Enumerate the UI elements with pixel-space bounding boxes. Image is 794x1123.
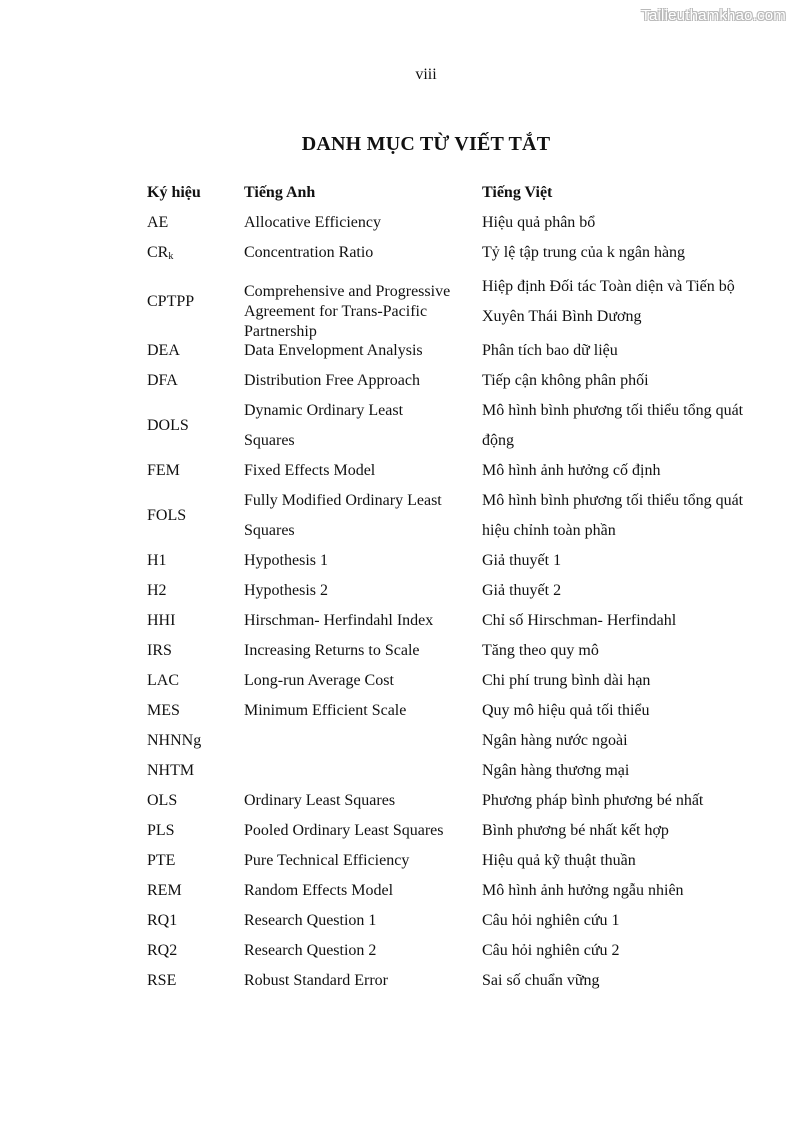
abbr-cell: DOLS bbox=[147, 417, 189, 434]
english-cell: Long-run Average Cost bbox=[244, 672, 394, 689]
abbr-cell: H1 bbox=[147, 552, 167, 569]
vietnamese-cell: Bình phương bé nhất kết hợp bbox=[482, 822, 669, 839]
abbr-cell: AE bbox=[147, 214, 169, 231]
abbr-cell: DEA bbox=[147, 342, 180, 359]
english-cell: Fixed Effects Model bbox=[244, 462, 376, 479]
english-cell: Dynamic Ordinary Least Squares bbox=[244, 402, 404, 449]
abbr-subscript: k bbox=[168, 251, 174, 262]
abbr-cell: DFA bbox=[147, 372, 178, 389]
header-vietnamese: Tiếng Việt bbox=[482, 184, 553, 201]
vietnamese-cell: Chi phí trung bình dài hạn bbox=[482, 672, 651, 689]
abbr-cell: H2 bbox=[147, 582, 167, 599]
vietnamese-cell: Mô hình ảnh hưởng ngẫu nhiên bbox=[482, 882, 684, 899]
vietnamese-cell: Sai số chuẩn vững bbox=[482, 972, 600, 989]
vietnamese-cell: Ngân hàng nước ngoài bbox=[482, 732, 628, 749]
vietnamese-cell: Tăng theo quy mô bbox=[482, 642, 599, 659]
english-cell: Comprehensive and Progressive Agreement for Trans-Pacific Partnership bbox=[244, 283, 451, 340]
english-cell: Pooled Ordinary Least Squares bbox=[244, 822, 444, 839]
vietnamese-cell: Mô hình ảnh hưởng cố định bbox=[482, 462, 661, 479]
english-cell: Concentration Ratio bbox=[244, 244, 374, 261]
abbr-cell: FEM bbox=[147, 462, 180, 479]
vietnamese-cell: Phân tích bao dữ liệu bbox=[482, 342, 618, 359]
english-cell: Fully Modified Ordinary Least Squares bbox=[244, 492, 442, 539]
vietnamese-cell: Chỉ số Hirschman- Herfindahl bbox=[482, 612, 677, 629]
vietnamese-cell: Hiệu quả phân bổ bbox=[482, 214, 596, 231]
abbr-cell: NHTM bbox=[147, 762, 195, 779]
abbr-cell: MES bbox=[147, 702, 180, 719]
abbr-cell: LAC bbox=[147, 672, 179, 689]
vietnamese-cell: Hiệp định Đối tác Toàn diện và Tiến bộ Xuyên Thái Bình Dương bbox=[482, 278, 735, 325]
vietnamese-cell: Câu hỏi nghiên cứu 2 bbox=[482, 942, 620, 959]
abbr-cell: HHI bbox=[147, 612, 176, 629]
vietnamese-cell: Giả thuyết 1 bbox=[482, 552, 562, 569]
abbr-cell: PLS bbox=[147, 822, 175, 839]
header-abbreviation: Ký hiệu bbox=[147, 184, 201, 201]
vietnamese-cell: Mô hình bình phương tối thiểu tổng quát động bbox=[482, 402, 744, 449]
abbr-cell: REM bbox=[147, 882, 182, 899]
header-english: Tiếng Anh bbox=[244, 184, 316, 201]
vietnamese-cell: Giả thuyết 2 bbox=[482, 582, 562, 599]
vietnamese-cell: Mô hình bình phương tối thiểu tổng quát hiệu chỉnh toàn phần bbox=[482, 492, 744, 539]
abbr-cell: RQ1 bbox=[147, 912, 178, 929]
english-cell: Research Question 1 bbox=[244, 912, 377, 929]
vietnamese-cell: Câu hỏi nghiên cứu 1 bbox=[482, 912, 620, 929]
abbr-cell: RQ2 bbox=[147, 942, 178, 959]
english-cell: Robust Standard Error bbox=[244, 972, 388, 989]
abbr-cell bbox=[147, 238, 239, 272]
watermark: Tailieuthamkhao.com bbox=[641, 7, 786, 24]
english-cell: Hirschman- Herfindahl Index bbox=[244, 612, 434, 629]
abbr-cell: NHNNg bbox=[147, 732, 202, 749]
vietnamese-cell: Tiếp cận không phân phối bbox=[482, 372, 649, 389]
abbr-text: CR bbox=[147, 244, 169, 261]
abbr-cell: IRS bbox=[147, 642, 172, 659]
english-cell: Ordinary Least Squares bbox=[244, 792, 396, 809]
page-number: viii bbox=[415, 66, 437, 83]
vietnamese-cell: Ngân hàng thương mại bbox=[482, 762, 630, 779]
english-cell: Random Effects Model bbox=[244, 882, 394, 899]
english-cell: Allocative Efficiency bbox=[244, 214, 381, 231]
english-cell: Distribution Free Approach bbox=[244, 372, 420, 389]
vietnamese-cell: Hiệu quả kỹ thuật thuần bbox=[482, 852, 636, 869]
vietnamese-cell: Quy mô hiệu quả tối thiểu bbox=[482, 702, 650, 719]
english-cell: Minimum Efficient Scale bbox=[244, 702, 407, 719]
english-cell: Hypothesis 2 bbox=[244, 582, 328, 599]
english-cell: Research Question 2 bbox=[244, 942, 377, 959]
abbr-cell: CPTPP bbox=[147, 293, 195, 310]
page-title: DANH MỤC TỪ VIẾT TẮT bbox=[301, 133, 551, 155]
abbr-cell: FOLS bbox=[147, 507, 187, 524]
abbr-cell: OLS bbox=[147, 792, 178, 809]
vietnamese-cell: Tỷ lệ tập trung của k ngân hàng bbox=[482, 244, 686, 261]
abbr-cell: RSE bbox=[147, 972, 177, 989]
english-cell: Data Envelopment Analysis bbox=[244, 342, 423, 359]
english-cell: Pure Technical Efficiency bbox=[244, 852, 410, 869]
english-cell: Hypothesis 1 bbox=[244, 552, 328, 569]
english-cell: Increasing Returns to Scale bbox=[244, 642, 420, 659]
abbr-cell: PTE bbox=[147, 852, 176, 869]
vietnamese-cell: Phương pháp bình phương bé nhất bbox=[482, 792, 704, 809]
